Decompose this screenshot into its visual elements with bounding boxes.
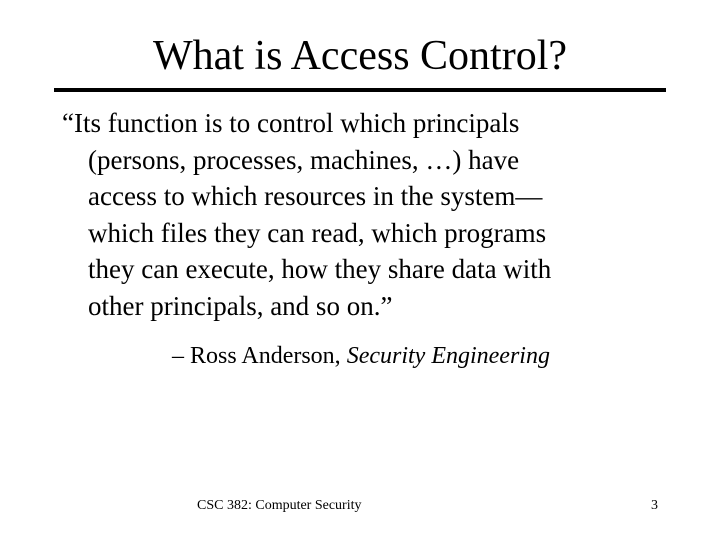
attribution-work-title: Security Engineering	[346, 343, 550, 369]
slide-footer	[0, 496, 720, 516]
title-divider	[54, 88, 666, 92]
quote-block	[62, 105, 551, 324]
quote-line: “Its function is to control which principals	[62, 108, 520, 138]
footer-page-number: 3	[651, 498, 658, 513]
quote-line: they can execute, how they share data with	[88, 254, 552, 284]
footer-course-name: CSC 382: Computer Security	[197, 498, 362, 513]
quote-attribution	[172, 340, 550, 372]
quote-line: other principals, and so on.”	[88, 290, 393, 321]
slide-title: What is Access Control?	[152, 33, 568, 79]
attribution-author: – Ross Anderson,	[172, 343, 347, 369]
quote-line: which files they can read, which programs	[88, 217, 547, 248]
quote-line: access to which resources in the system—	[88, 181, 543, 211]
quote-line: (persons, processes, machines, …) have	[88, 144, 520, 175]
